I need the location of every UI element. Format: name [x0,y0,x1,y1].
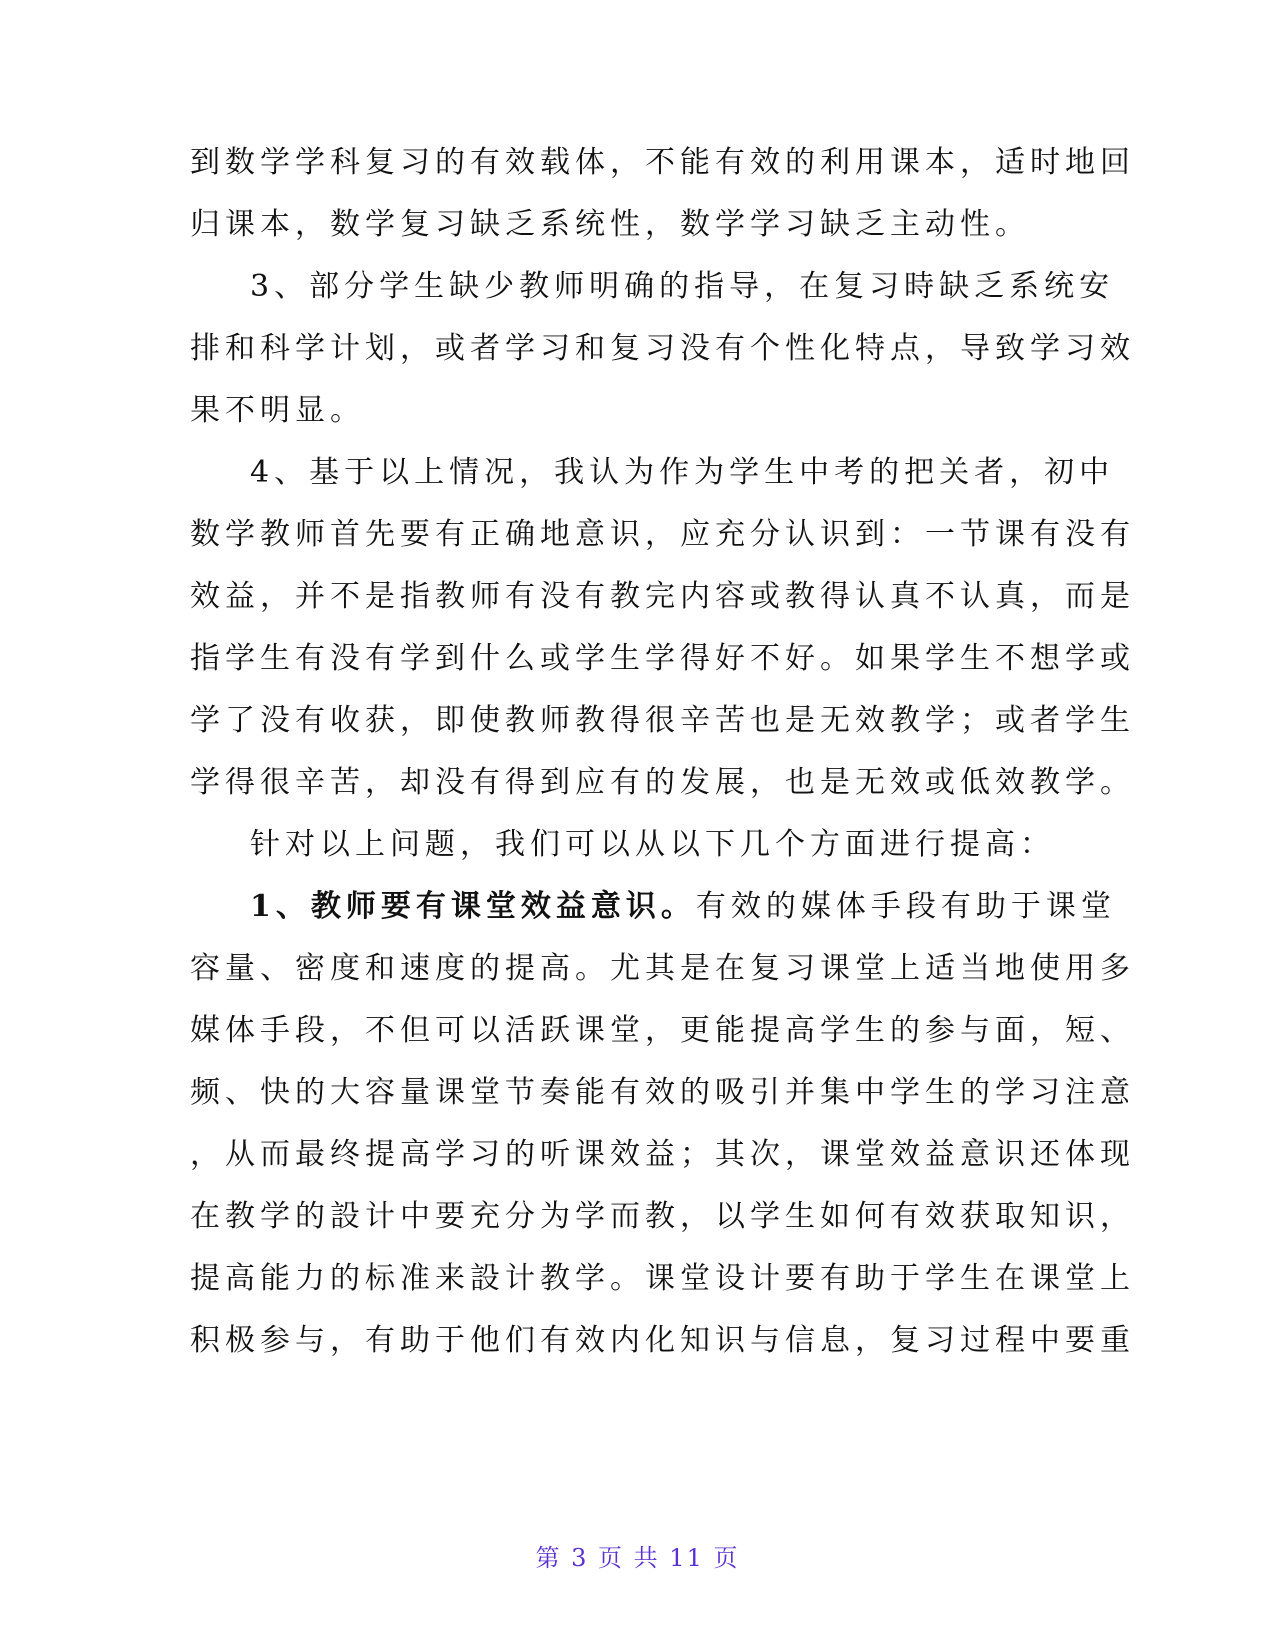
text-line: 容量、密度和速度的提高。尤其是在复习课堂上适当地使用多 [190,951,1135,986]
text-line: 学得很辛苦，却没有得到应有的发展，也是无效或低效教学。 [190,765,1135,800]
text-line: 3、部分学生缺少教师明确的指导，在复习時缺乏系统安 [250,269,1115,304]
text-line: 到数学学科复习的有效载体，不能有效的利用课本，适时地回 [190,145,1135,180]
page-footer: 第 3 页 共 11 页 [535,1544,740,1572]
text-line: ，从而最终提高学习的听课效益；其次，课堂效益意识还体现 [190,1137,1135,1172]
text-line: 频、快的大容量课堂节奏能有效的吸引并集中学生的学习注意 [190,1075,1135,1110]
text-line: 数学教师首先要有正确地意识，应充分认识到：一节课有没有 [190,517,1135,552]
text-line: 积极参与，有助于他们有效内化知识与信息，复习过程中要重 [190,1323,1135,1358]
text-line: 学了没有收获，即使教师教得很辛苦也是无效教学；或者学生 [190,703,1135,738]
text-line: 果不明显。 [190,393,365,428]
text-line: 媒体手段，不但可以活跃课堂，更能提高学生的参与面，短、 [190,1013,1135,1048]
heading-line [250,882,1116,932]
text-line: 排和科学计划，或者学习和复习没有个性化特点，导致学习效 [190,331,1135,366]
text-line: 指学生有没有学到什么或学生学得好不好。如果学生不想学或 [190,641,1135,676]
section-heading: 1、教师要有课堂效益意识。 [250,889,696,924]
text-line: 在教学的設计中要充分为学而教，以学生如何有效获取知识， [190,1199,1135,1234]
text-line: 4、基于以上情况，我认为作为学生中考的把关者，初中 [250,455,1115,490]
text-line: 提高能力的标准来設计教学。课堂设计要有助于学生在课堂上 [190,1261,1135,1296]
text-line: 针对以上问题，我们可以从以下几个方面进行提高： [250,827,1055,862]
text-line: 效益，并不是指教师有没有教完内容或教得认真不认真，而是 [190,579,1135,614]
heading-continuation: 有效的媒体手段有助于课堂 [695,889,1116,924]
text-line: 归课本，数学复习缺乏系统性，数学学习缺乏主动性。 [190,207,1030,242]
